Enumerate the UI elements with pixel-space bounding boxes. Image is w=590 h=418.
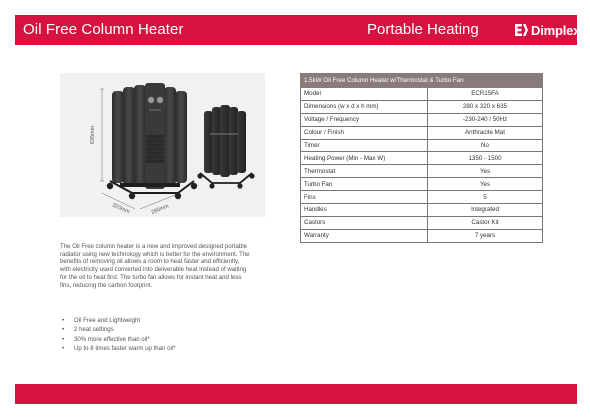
table-row <box>301 100 543 113</box>
spec-value: ECR15FA <box>428 88 543 101</box>
spec-label: Handles <box>301 204 428 217</box>
category-title: Portable Heating <box>367 21 479 38</box>
table-row <box>301 229 543 242</box>
spec-value: Castor Kit <box>428 216 543 229</box>
spec-value: No <box>428 139 543 152</box>
spec-value: 7 years <box>428 229 543 242</box>
spec-value: -230-240 / 50Hz <box>428 113 543 126</box>
brand-name: Dimplex <box>531 22 581 38</box>
height-label: 635mm <box>90 125 96 145</box>
heater-illustration <box>60 73 265 217</box>
spec-value: Yes <box>428 178 543 191</box>
list-item: • Oil Free and Lightweight <box>60 317 176 326</box>
feature-list <box>60 317 176 354</box>
spec-label: Turbo Fan <box>301 178 428 191</box>
spec-label: Fins <box>301 191 428 204</box>
table-row <box>301 165 543 178</box>
spec-label: Warranty <box>301 229 428 242</box>
spec-table-title: 1.5kW Oil Free Column Heater w/Thermostat & Turbo Fan <box>301 74 543 88</box>
spec-label: Voltage / Frequency <box>301 113 428 126</box>
spec-label: Colour / Finish <box>301 126 428 139</box>
table-row <box>301 204 543 217</box>
table-row <box>301 126 543 139</box>
dimplex-logo-icon <box>513 22 529 38</box>
footer-banner <box>15 384 577 404</box>
header-banner <box>15 15 581 45</box>
table-row <box>301 178 543 191</box>
list-item: • 30% more effective than oil* <box>60 336 176 345</box>
table-row <box>301 139 543 152</box>
spec-value: 280 x 320 x 635 <box>428 100 543 113</box>
product-image <box>60 73 265 217</box>
spec-value: 1350 - 1500 <box>428 152 543 165</box>
spec-label: Model <box>301 88 428 101</box>
table-row <box>301 216 543 229</box>
page-title: Oil Free Column Heater <box>23 21 184 38</box>
width-label: 320mm <box>111 202 131 216</box>
spec-value: Anthracite Mat <box>428 126 543 139</box>
heater-front-view <box>107 83 197 199</box>
list-item: • Up to 8 times faster warm up than oil* <box>60 345 176 354</box>
brand-logo <box>513 21 580 39</box>
heater-back-view <box>197 105 254 189</box>
spec-table <box>300 73 543 243</box>
spec-label: Heating Power (Min - Max W) <box>301 152 428 165</box>
table-row <box>301 113 543 126</box>
depth-label: 280mm <box>150 203 170 216</box>
spec-value: Yes <box>428 165 543 178</box>
spec-label: Castors <box>301 216 428 229</box>
spec-label: Timer <box>301 139 428 152</box>
spec-label: Thermostat <box>301 165 428 178</box>
table-row <box>301 191 543 204</box>
spec-label: Dimensions (w x d x h mm) <box>301 100 428 113</box>
product-description: The Oil Free column heater is a new and improved designed portable radiator using new technology which is better for the environment. The benefits of removing oil allows a room to heat faster and efficiently, with electricity used converted into deliverable heat instead of waiting for the oil to heat first. The turbo fan allows for instant heat and less fins, reducing the carbon footprint. <box>60 243 250 289</box>
list-item: • 2 heat settings <box>60 326 176 335</box>
spec-value: 5 <box>428 191 543 204</box>
table-row <box>301 88 543 101</box>
table-row <box>301 152 543 165</box>
spec-value: Integrated <box>428 204 543 217</box>
